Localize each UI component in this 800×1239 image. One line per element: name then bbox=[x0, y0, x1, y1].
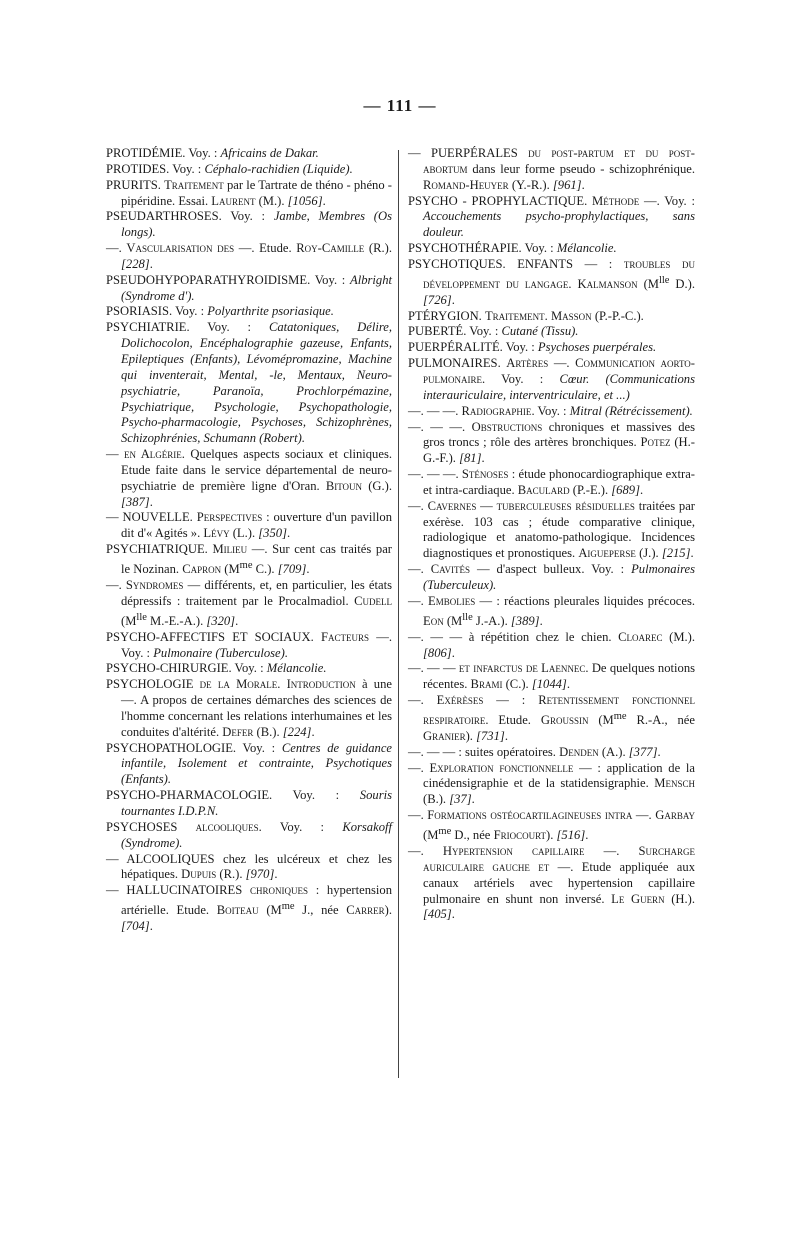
index-entry: PUBERTÉ. Voy. : Cutané (Tissu). bbox=[408, 324, 579, 339]
index-entry: PSYCHIATRIE. Voy. : Catatoniques, Délire, Dolichocolon, Encéphalographie gazeuse, Enfants, Epileptiques (Enfants), Lévomépromazine, Machine qui inventerait, Mental, -le, Mentaux, Neuro-psychiatrie, Paranoïa, Prochlorpémazine, Psychiatrique, Psychologie, Psychopathologie, Psycho-pharmacologie, Psychoses, Schizophrènes, Schizophrénies, Schumann (Robert). bbox=[106, 320, 392, 446]
index-entry: PSYCHOTHÉRAPIE. Voy. : Mélancolie. bbox=[408, 241, 617, 256]
index-entry: PTÉRYGION. Traitement. Masson (P.-P.-C.). bbox=[408, 308, 644, 323]
index-entry: PSYCHO-CHIRURGIE. Voy. : Mélancolie. bbox=[106, 661, 327, 676]
index-entry: PSYCHOTIQUES. ENFANTS — : troubles du développement du langage. Kalmanson ($M^{lle}$ D.). [726]. bbox=[408, 256, 696, 307]
index-entry: PROTIDES. Voy. : Céphalo-rachidien (Liquide). bbox=[106, 161, 353, 176]
index-entry: — PUERPÉRALES du post-partum et du post-abortum dans leur forme pseudo - schizophrénique. Romand-Heuyer (Y.-R.). [961]. bbox=[408, 146, 695, 192]
index-entry: —. Formations ostéocartilagineuses intra —. Garbay ($M^{me}$ D., née Friocourt). [516]. bbox=[408, 808, 696, 843]
right-column bbox=[408, 146, 695, 923]
index-entry: PULMONAIRES. Artères —. Communication aorto-pulmonaire. Voy. : Cœur. (Communications interauriculaire, interventriculaire, et ...) bbox=[408, 356, 696, 402]
index-entry: PSYCHO-AFFECTIFS ET SOCIAUX. Facteurs —. Voy. : Pulmonaire (Tuberculose). bbox=[106, 629, 392, 660]
index-entry: —. Cavités — d'aspect bulleux. Voy. : Pulmonaires (Tuberculeux). bbox=[408, 562, 696, 592]
index-entry: — HALLUCINATOIRES chroniques : hypertension artérielle. Etude. Boiteau ($M^{me}$ J., née Carrer). [704]. bbox=[106, 883, 392, 934]
index-entry: PSYCHO - PROPHYLACTIQUE. Méthode —. Voy. : Accouchements psycho-prophylactiques, sans douleur. bbox=[408, 193, 695, 240]
index-entry: —. Embolies — : réactions pleurales liquides précoces. Eon ($M^{lle}$ J.-A.). [389]. bbox=[408, 593, 696, 628]
index-entry: —. — — et infarctus de Laennec. De quelques notions récentes. Brami (C.). [1044]. bbox=[408, 661, 696, 692]
index-entry: —. Vascularisation des —. Etude. Roy-Camille (R.). [228]. bbox=[106, 241, 392, 271]
index-entry: —. Cavernes — tuberculeuses résiduelles traitées par exérèse. 103 cas ; étude comparative clinique, radiologique et anatomo-pathologique. Incidences diagnostiques et pronostiques. Aigueperse (J.). [215]. bbox=[408, 498, 695, 561]
index-entry: PSEUDARTHROSES. Voy. : Jambe, Membres (Os longs). bbox=[106, 209, 392, 240]
index-entry: — en Algérie. Quelques aspects sociaux et cliniques. Etude faite dans le service départemental de neuro-psychiatrie de première ligne d'Oran. Bitoun (G.). [387]. bbox=[106, 447, 392, 509]
index-entry: —. — — : suites opératoires. Denden (A.). [377]. bbox=[408, 744, 661, 759]
index-entry: —. — —. Sténoses : étude phonocardiographique extra- et intra-cardiaque. Baculard (P.-E.). [689]. bbox=[408, 467, 695, 497]
index-entry: — ALCOOLIQUES chez les ulcéreux et chez les hépatiques. Dupuis (R.). [970]. bbox=[106, 851, 392, 882]
index-entry: PSORIASIS. Voy. : Polyarthrite psoriasique. bbox=[106, 304, 334, 319]
index-entry: — NOUVELLE. Perspectives : ouverture d'un pavillon dit d'« Agités ». Lévy (L.). [350]. bbox=[106, 510, 392, 541]
index-entry: PSEUDOHYPOPARATHYROIDISME. Voy. : Albright (Syndrome d'). bbox=[106, 272, 392, 303]
index-entry: —. — —. Obstructions chroniques et massives des gros troncs ; rôle des artères bronchiques. Potez (H.-G.-F.). [81]. bbox=[408, 419, 696, 466]
index-entry: —. Syndromes — différents, et, en particulier, les états dépressifs : traitement par le Procalmadiol. Cudell ($M^{lle}$ M.-E.-A.). [320]. bbox=[106, 577, 393, 628]
index-entry: —. Exploration fonctionnelle — : application de la cinédensigraphie et de la statidensigraphie. Mensch (B.). [37]. bbox=[408, 760, 695, 807]
index-entry: PSYCHIATRIQUE. Milieu —. Sur cent cas traités par le Nozinan. Capron ($M^{me}$ C.). [709]. bbox=[106, 542, 392, 577]
index-entry: PSYCHOLOGIE de la Morale. Introduction à une —. A propos de certaines démarches des sciences de l'homme concernant les relations interhumaines et les conduites d'altérité. Defer (B.). [224]. bbox=[106, 677, 392, 739]
page-number: — 111 — bbox=[363, 96, 437, 115]
index-entry: —. Hypertension capillaire —. Surcharge auriculaire gauche et —. Etude appliquée aux canaux artériels avec hypertension capillaire pulmonaire en shunt non inversé. Le Guern (H.). [405]. bbox=[408, 844, 696, 922]
index-entry: PUERPÉRALITÉ. Voy. : Psychoses puerpérales. bbox=[408, 340, 657, 355]
column-divider bbox=[398, 150, 399, 1078]
index-entry: PRURITS. Traitement par le Tartrate de théno - phéno - pipéridine. Essai. Laurent (M.). [1056]. bbox=[106, 177, 392, 208]
index-entry: PROTIDÉMIE. Voy. : Africains de Dakar. bbox=[106, 146, 319, 160]
index-entry: —. Exérèses — : Retentissement fonctionnel respiratoire. Etude. Groussin ($M^{me}$ R.-A., née Granier). [731]. bbox=[408, 693, 695, 743]
left-column bbox=[106, 146, 392, 935]
index-entry: —. — —. Radiographie. Voy. : Mitral (Rétrécissement). bbox=[408, 403, 693, 418]
index-entry: PSYCHO-PHARMACOLOGIE. Voy. : Souris tournantes I.D.P.N. bbox=[106, 788, 392, 818]
index-entry: PSYCHOSES alcooliques. Voy. : Korsakoff (Syndrome). bbox=[106, 819, 392, 850]
index-entry: —. — — à répétition chez le chien. Cloarec (M.). [806]. bbox=[408, 629, 696, 660]
index-entry: PSYCHOPATHOLOGIE. Voy. : Centres de guidance infantile, Isolement et contrainte, Psychotiques (Enfants). bbox=[106, 740, 392, 787]
